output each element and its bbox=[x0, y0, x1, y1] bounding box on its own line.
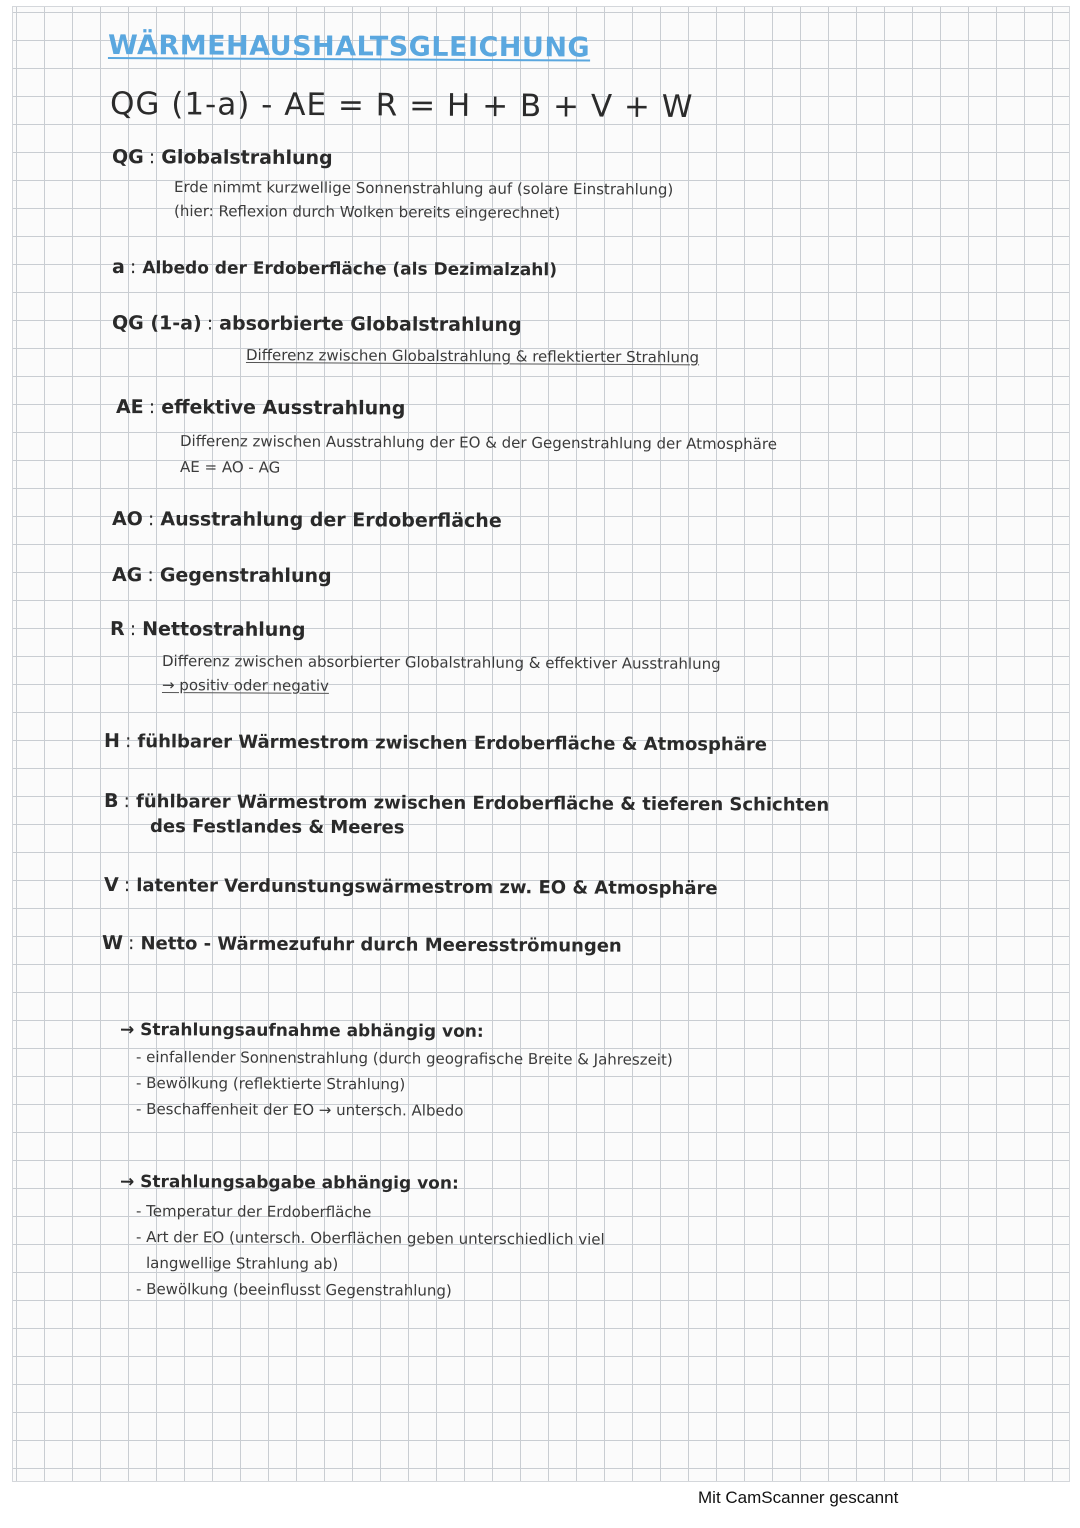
grid-paper-sheet bbox=[12, 6, 1070, 1482]
detail-r-2: → positiv oder negativ bbox=[161, 676, 329, 695]
list-emission-item-2: - Art der EO (untersch. Oberflächen geben unterschiedlich viel bbox=[135, 1228, 605, 1249]
definition-h: H : fühlbarer Wärmestrom zwischen Erdoberfläche & Atmosphäre bbox=[103, 730, 768, 756]
list-absorption-item-3: - Beschaffenheit der EO → untersch. Albedo bbox=[135, 1100, 464, 1120]
label-h: fühlbarer Wärmestrom zwischen Erdoberfläche & Atmosphäre bbox=[137, 731, 768, 756]
symbol-r: R bbox=[109, 618, 125, 641]
definition-ag: AG : Gegenstrahlung bbox=[111, 564, 332, 588]
definition-qg: QG : Globalstrahlung bbox=[111, 146, 333, 170]
detail-qg-2: (hier: Reflexion durch Wolken bereits eingerechnet) bbox=[173, 202, 561, 223]
page-title: WÄRMEHAUSHALTSGLEICHUNG bbox=[107, 30, 591, 64]
detail-absorbed-1: Differenz zwischen Globalstrahlung & reflektierter Strahlung bbox=[245, 346, 700, 367]
symbol-qg: QG bbox=[111, 146, 144, 169]
list-absorption-heading: → Strahlungsaufnahme abhängig von: bbox=[119, 1020, 484, 1042]
label-ao: Ausstrahlung der Erdoberfläche bbox=[160, 508, 502, 533]
definition-albedo: a : Albedo der Erdoberfläche (als Dezimalzahl) bbox=[111, 256, 558, 281]
symbol-ae: AE bbox=[115, 396, 144, 419]
symbol-albedo: a bbox=[111, 256, 125, 279]
list-emission-item-1: - Temperatur der Erdoberfläche bbox=[135, 1202, 372, 1222]
detail-b-1: des Festlandes & Meeres bbox=[149, 816, 405, 839]
label-ae: effektive Ausstrahlung bbox=[161, 396, 406, 420]
symbol-absorbed: QG (1-a) bbox=[111, 312, 202, 335]
symbol-ao: AO bbox=[111, 508, 143, 531]
definition-r: R : Nettostrahlung bbox=[109, 618, 306, 642]
definition-ae: AE : effektive Ausstrahlung bbox=[115, 396, 406, 420]
symbol-v: V bbox=[103, 874, 119, 897]
label-qg: Globalstrahlung bbox=[161, 146, 333, 170]
list-absorption-item-1: - einfallender Sonnenstrahlung (durch geografische Breite & Jahreszeit) bbox=[135, 1048, 673, 1069]
list-absorption-item-2: - Bewölkung (reflektierte Strahlung) bbox=[135, 1074, 406, 1094]
label-albedo: Albedo der Erdoberfläche (als Dezimalzahl) bbox=[142, 258, 558, 281]
handwritten-notes bbox=[12, 6, 1070, 1482]
label-w: Netto - Wärmezufuhr durch Meeresströmungen bbox=[140, 933, 622, 957]
heat-balance-equation: QG (1-a) - AE = R = H + B + V + W bbox=[109, 86, 694, 126]
detail-ae-2: AE = AO - AG bbox=[179, 458, 281, 477]
definition-b: B : fühlbarer Wärmestrom zwischen Erdoberfläche & tieferen Schichten bbox=[103, 790, 830, 816]
symbol-h: H bbox=[103, 730, 120, 753]
definition-absorbed: QG (1-a) : absorbierte Globalstrahlung bbox=[111, 312, 522, 337]
symbol-b: B bbox=[103, 790, 119, 813]
definition-v: V : latenter Verdunstungswärmestrom zw. EO & Atmosphäre bbox=[103, 874, 718, 900]
label-r: Nettostrahlung bbox=[142, 618, 306, 642]
definition-w: W : Netto - Wärmezufuhr durch Meeresströmungen bbox=[101, 932, 622, 957]
label-b: fühlbarer Wärmestrom zwischen Erdoberfläche & tieferen Schichten bbox=[135, 791, 830, 816]
label-absorbed: absorbierte Globalstrahlung bbox=[219, 312, 522, 337]
label-ag: Gegenstrahlung bbox=[159, 564, 332, 588]
scanner-footer: Mit CamScanner gescannt bbox=[698, 1488, 899, 1507]
detail-r-1: Differenz zwischen absorbierter Globalstrahlung & effektiver Ausstrahlung bbox=[161, 652, 721, 673]
detail-ae-1: Differenz zwischen Ausstrahlung der EO & der Gegenstrahlung der Atmosphäre bbox=[179, 432, 778, 454]
definition-ao: AO : Ausstrahlung der Erdoberfläche bbox=[111, 508, 502, 533]
detail-qg-1: Erde nimmt kurzwellige Sonnenstrahlung auf (solare Einstrahlung) bbox=[173, 178, 674, 199]
list-emission-heading: → Strahlungsabgabe abhängig von: bbox=[119, 1172, 459, 1194]
list-emission-item-3: langwellige Strahlung ab) bbox=[145, 1254, 339, 1274]
list-emission-item-4: - Bewölkung (beeinflusst Gegenstrahlung) bbox=[135, 1280, 452, 1300]
symbol-ag: AG bbox=[111, 564, 143, 587]
label-v: latenter Verdunstungswärmestrom zw. EO & Atmosphäre bbox=[136, 875, 718, 900]
symbol-w: W bbox=[101, 932, 124, 955]
